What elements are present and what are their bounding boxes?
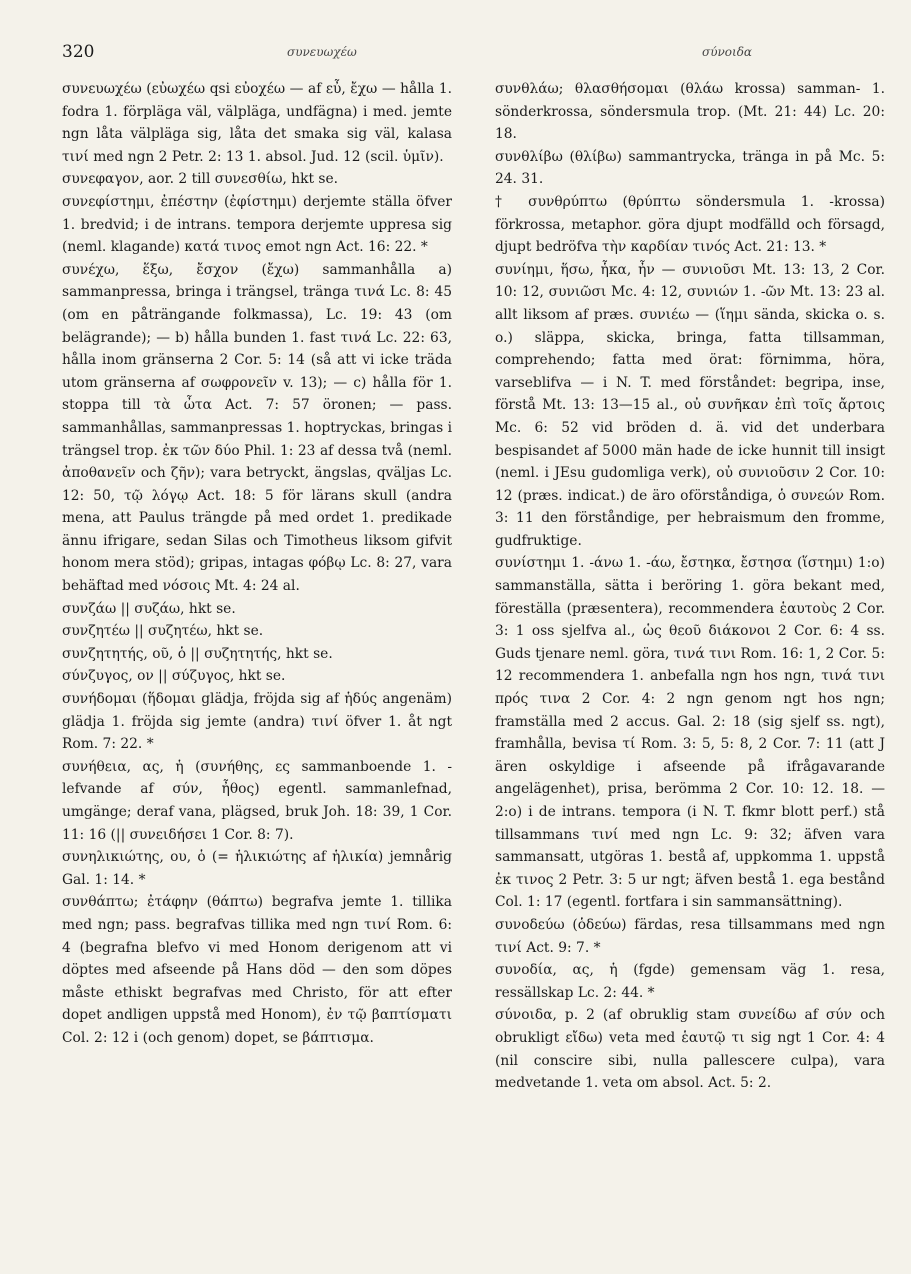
entry-synodia: συνοδία, ας, ἡ (fgde) gemensam väg 1. resa, ressällskap Lc. 2: 44. * xyxy=(495,962,885,1001)
entry-synistemi: συνίστημι 1. -άνω 1. -άω, ἔστηκα, ἔστησα (ἵστημι) 1:o) sammanställa, sätta i beröring 1. göra bekant med, föreställa (præsentera), recommendera ἑαυτοὺς 2 Cor. 3: 1 oss sjelfva al., ὡς θεοῦ διάκονοι 2 Cor. 6: 4 ss. Guds tjenare neml. göra, τινά τινι Rom. 16: 1, 2 Cor. 5: 12 recommendera 1. anbefalla ngn hos ngn, τινά τινι πρός τινα 2 Cor. 4: 2 ngn genom ngt hos ngn; framställa med 2 accus. Gal. 2: 18 (sig sjelf ss. ngt), framhålla, bevisa τί Rom. 3: 5, 5: 8, 2 Cor. 7: 11 (att J ären oskyldige i afseende på ifrågavarande angelägenhet), prisa, berömma 2 Cor. 10: 12. 18. — 2:o) i de intrans. tempora (i N. T. fkmr blott perf.) stå tillsammans τινί med ngn Lc. 9: 32; äfven vara sammansatt, utgöras 1. bestå af, uppkomma 1. uppstå ἐκ τινος 2 Petr. 3: 5 ur ngt; äfven bestå 1. ega bestånd Col. 1: 17 (egentl. fortfara i sin sammansättning). xyxy=(495,555,885,911)
entry-synefocheo: συνευωχέω (εὐωχέω qsi εὐοχέω — af εὖ, ἔχω — hålla 1. fodra 1. förpläga väl, välpläga, undfägna) i med. jemte ngn låta välpläga sig, låta det smaka sig väl, kalasa τινί med ngn 2 Petr. 2: 13 1. absol. Jud. 12 (scil. ὑμῖν). xyxy=(62,81,452,165)
entry-syniemi: συνίημι, ἥσω, ἧκα, ἦν — συνιοῦσι Mt. 13: 13, 2 Cor. 10: 12, συνιῶσι Mc. 4: 12, συνιών 1. -ῶν Mt. 13: 23 al. allt liksom af præs. συνιέω — (ἵημι sända, skicka o. s. o.) släppa, skicka, bringa, fatta tillsamman, comprehendo; fatta med örat: förnimma, höra, varseblifva — i N. T. med förståndet: begripa, inse, förstå Mt. 13: 13—15 al., οὐ συνῆκαν ἐπὶ τοῖς ἄρτοις Mc. 6: 52 vid bröden d. ä. vid det underbara bespisandet af 5000 män hade de icke hunnit till insigt (neml. i JEsu gudomliga verk), οὐ συνιοῦσιν 2 Cor. 10: 12 (præs. indicat.) de äro oförståndiga, ὁ συνεών Rom. 3: 11 den förståndige, per hebraismum den fromme, gudfruktige. xyxy=(495,261,885,549)
entry-synzygos: σύνζυγος, ον || σύζυγος, hkt se. xyxy=(62,668,286,685)
page-number: 320 xyxy=(62,42,95,62)
entry-synelikiotes: συνηλικιώτης, ου, ὁ (= ἡλικιώτης af ἡλικία) jemnårig Gal. 1: 14. * xyxy=(62,849,452,888)
left-column xyxy=(62,78,452,1050)
entry-synetheia: συνήθεια, ας, ἡ (συνήθης, ες sammanboende 1. -lefvande af σύν, ἦθος) egentl. sammanlefnad, umgänge; deraf vana, plägsed, bruk Joh. 18: 39, 1 Cor. 11: 16 (|| συνειδήσει 1 Cor. 8: 7). xyxy=(62,758,452,843)
entry-synefagon: συνεφαγον, aor. 2 till συνεσθίω, hkt se. xyxy=(62,171,339,188)
entry-synthrypto: † συνθρύπτω (θρύπτω söndersmula 1. -krossa) förkrossa, metaphor. göra djupt modfälld och försagd, djupt bedröfva τὴν καρδίαν τινός Act. 21: 13. * xyxy=(495,193,885,256)
entry-synedomai: συνήδομαι (ἥδομαι glädja, fröjda sig af ἡδύς angenäm) glädja 1. fröjda sig jemte (andra) τινί öfver 1. åt ngt Rom. 7: 22. * xyxy=(62,691,452,753)
running-head-left: συνευωχέω xyxy=(287,45,357,59)
entry-synzao: συνζάω || συζάω, hkt se. xyxy=(62,600,236,617)
right-column xyxy=(495,78,885,1095)
entry-synthlibo: συνθλίβω (θλίβω) sammantrycka, tränga in på Mc. 5: 24. 31. xyxy=(495,148,885,188)
entry-synthapto: συνθάπτω; ἐτάφην (θάπτω) begrafva jemte 1. tillika med ngn; pass. begrafvas tillika med ngn τινί Rom. 6: 4 (begrafna blefvo vi med Honom derigenom att vi döptes med afseende på Hans död — den som döpes måste ethiskt begrafvas med Christo, för att efter dopet andligen uppstå med Honom), ἐν τῷ βαπτίσματι Col. 2: 12 i (och genom) dopet, se βάπτισμα. xyxy=(62,894,452,1046)
entry-synoida: σύνοιδα, p. 2 (af obruklig stam συνείδω af σύν och obrukligt εἴδω) veta med ἑαυτῷ τι sig ngt 1 Cor. 4: 4 (nil conscire sibi, nulla pallescere culpa), vara medvetande 1. veta om absol. Act. 5: 2. xyxy=(495,1007,885,1092)
page-header xyxy=(62,42,882,64)
entry-synodeuo: συνοδεύω (ὁδεύω) färdas, resa tillsammans med ngn τινί Act. 9: 7. * xyxy=(495,916,885,956)
entry-synzeteo: συνζητέω || συζητέω, hkt se. xyxy=(62,623,264,640)
entry-synzetetes: συνζητητής, οῦ, ὁ || συζητητής, hkt se. xyxy=(62,645,333,662)
running-head-right: σύνοιδα xyxy=(702,45,753,59)
entry-synthlao: συνθλάω; θλασθήσομαι (θλάω krossa) samman- 1. sönderkrossa, söndersmula trop. (Mt. 21: 44) Lc. 20: 18. xyxy=(495,81,885,143)
entry-synefistemi: συνεφίστημι, ἐπέστην (ἐφίστημι) derjemte ställa öfver 1. bredvid; i de intrans. tempora derjemte uppresa sig (neml. klagande) κατά τινος emot ngn Act. 16: 22. * xyxy=(62,193,452,256)
entry-synecho: συνέχω, ἕξω, ἔσχον (ἔχω) sammanhålla a) sammanpressa, bringa i trängsel, tränga τινά Lc. 8: 45 (om en påträngande folkmassa), Lc. 19: 43 (om belägrande); — b) hålla bunden 1. fast τινά Lc. 22: 63, hålla inom gränserna 2 Cor. 5: 14 (så att vi icke träda utom gränserna af σωφρονεῖν v. 13); — c) hålla för 1. stoppa till τὰ ὦτα Act. 7: 57 öronen; — pass. sammanhållas, sammanpressas 1. hoptryckas, bringas i trängsel trop. ἐκ τῶν δύο Phil. 1: 23 af dessa två (neml. ἀποθανεῖν och ζῆν); vara betryckt, ängslas, qväljas Lc. 12: 50, τῷ λόγῳ Act. 18: 5 för lärans skull (andra mena, att Paulus trängde på med ordet 1. predikade ännu ifrigare, sedan Silas och Timotheus liksom gifvit honom mera stöd); gripas, intagas φόβῳ Lc. 8: 27, vara behäftad med νόσοις Mt. 4: 24 al. xyxy=(62,261,452,595)
